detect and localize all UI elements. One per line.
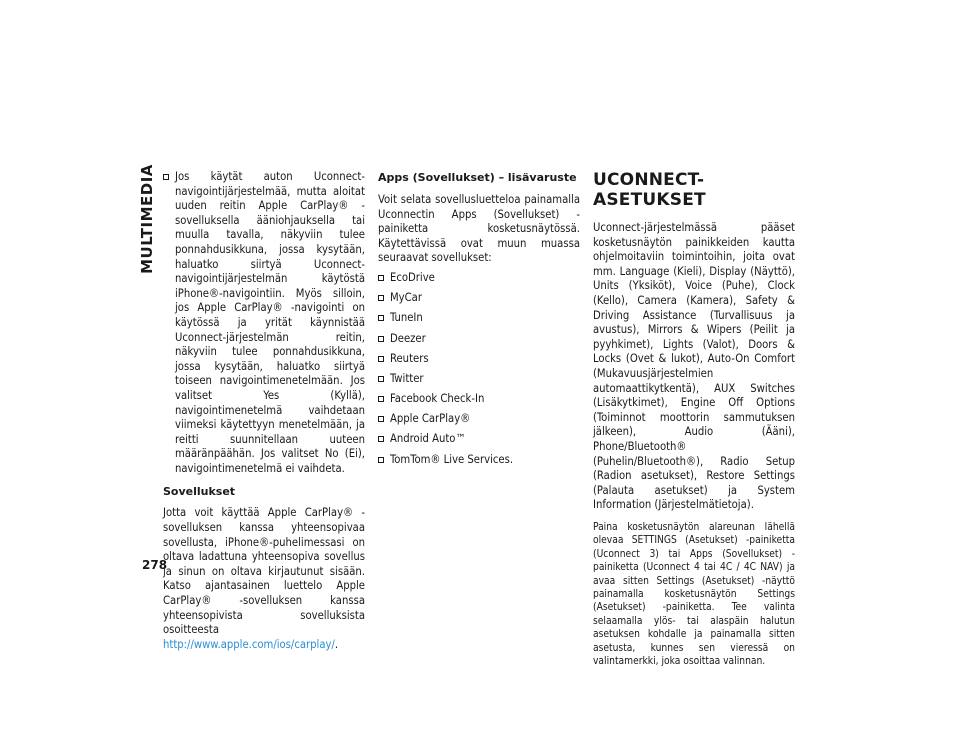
- square-bullet-icon: [378, 336, 384, 342]
- square-bullet-icon: [378, 396, 384, 402]
- list-item: [378, 432, 580, 447]
- list-item-label: Facebook Check-In: [390, 392, 485, 406]
- list-item: [378, 291, 580, 306]
- bullet-paragraph: [163, 170, 365, 476]
- list-item: [378, 372, 580, 387]
- list-item-label: EcoDrive: [390, 270, 435, 284]
- heading-uconnect-settings: UCONNECT-ASETUKSET: [593, 170, 706, 210]
- bullet-text: Jos käytät auton Uconnect-navigointijärjestelmää, mutta aloitat uuden reitin Apple CarPlay® -sovelluksella ääniohjauksella tai muulla tavalla, näkyviin tulee ponnahdusikkuna, jossa kysytään, haluatko siirtyä Uconnect-navigointijärjestelmän käytöstä iPhone®-navigointiin. Myös silloin, jos Apple CarPlay® -navigointi on käytössä ja yrität käynnistää Uconnect-järjestelmän reitin, näkyviin tulee ponnahdusikkuna, jossa kysytään, haluatko siirtyä toiseen navigointimenetelmään. Jos valitset Yes (Kyllä), navigointimenetelmä vaihdetaan viimeksi käytettyyn menetelmään, ja reitti suunnitellaan uuteen määränpäähän. Jos valitset No (Ei), navigointimenetelmä ei vaihdeta.: [175, 170, 365, 475]
- square-bullet-icon: [378, 436, 384, 442]
- list-item: [378, 311, 580, 326]
- square-bullet-icon: [378, 457, 384, 463]
- apps-list: [378, 271, 580, 467]
- column-right: [593, 170, 795, 668]
- list-item: [378, 271, 580, 286]
- heading-apps: Apps (Sovellukset) – lisävaruste: [378, 171, 577, 184]
- apps-paragraph-text: Jotta voit käyttää Apple CarPlay® -sovelluksen kanssa yhteensopivaa sovellusta, iPhone®-puhelimessasi on oltava ladattuna yhteensopiva sovellus ja sinun on oltava kirjautunut sisään. Katso ajantasainen luettelo Apple CarPlay® -sovelluksen kanssa yhteensopivista sovelluksista osoitteesta: [163, 506, 365, 637]
- settings-paragraph: Uconnect-järjestelmässä pääset kosketusnäytön painikkeiden kautta ohjelmoitaviin toimintoihin, joita ovat mm. Language (Kieli), Display (Näyttö), Units (Yksiköt), Voice (Puhe), Clock (Kello), Camera (Kamera), Safety & Driving Assistance (Turvallisuus ja avustus), Mirrors & Wipers (Peilit ja pyyhkimet), Lights (Valot), Doors & Locks (Ovet & lukot), Auto-On Comfort (Mukavuusjärjestelmien automaattikytkentä), AUX Switches (Lisäkytkimet), Engine Off Options (Toiminnot moottorin sammutuksen jälkeen), Audio (Ääni), Phone/Bluetooth® (Puhelin/Bluetooth®), Radio Setup (Radion asetukset), Restore Settings (Palauta asetukset) ja System Information (Järjestelmätietoja).: [593, 221, 795, 512]
- list-item-label: Twitter: [390, 371, 424, 385]
- list-item: [378, 392, 580, 407]
- apps-paragraph: [163, 506, 365, 652]
- list-item-label: MyCar: [390, 291, 422, 305]
- heading-sovellukset: Sovellukset: [163, 485, 236, 499]
- column-left: [163, 170, 365, 652]
- square-bullet-icon: [378, 275, 384, 281]
- list-item-label: Android Auto™: [390, 432, 466, 446]
- list-item-label: Apple CarPlay®: [390, 412, 471, 426]
- list-item: [378, 352, 580, 367]
- square-bullet-icon: [163, 174, 169, 180]
- list-item-label: Reuters: [390, 351, 429, 365]
- section-tab-label: MULTIMEDIA: [138, 164, 156, 274]
- carplay-link[interactable]: http://www.apple.com/ios/carplay/: [163, 637, 335, 651]
- square-bullet-icon: [378, 295, 384, 301]
- list-item-label: TuneIn: [390, 311, 423, 325]
- page-number: 278: [142, 558, 168, 572]
- list-item-label: TomTom® Live Services.: [390, 452, 514, 466]
- column-middle: [378, 171, 580, 473]
- square-bullet-icon: [378, 315, 384, 321]
- settings-instructions-paragraph: Paina kosketusnäytön alareunan lähellä olevaa SETTINGS (Asetukset) -painiketta (Uconnect 3) tai Apps (Sovellukset) -painiketta (Uconnect 4 tai 4C / 4C NAV) ja avaa sitten Settings (Asetukset) -näyttö painamalla kosketusnäytön Settings (Asetukset) -painiketta. Tee valinta selaamalla ylös- tai alaspäin halutun asetuksen kohdalle ja painamalla sitten asetusta, kunnes sen vieressä on valintamerkki, joka osoittaa valinnan.: [593, 521, 795, 667]
- apps-intro-paragraph: Voit selata sovellusluetteloa painamalla Uconnectin Apps (Sovellukset) -painiketta kosketusnäytössä. Käytettävissä ovat muun muassa seuraavat sovellukset:: [378, 193, 580, 265]
- link-suffix: .: [334, 637, 339, 651]
- square-bullet-icon: [378, 376, 384, 382]
- section-side-tab: [138, 164, 156, 274]
- list-item: [378, 332, 580, 347]
- square-bullet-icon: [378, 356, 384, 362]
- list-item: [378, 453, 580, 468]
- list-item-label: Deezer: [390, 331, 426, 345]
- list-item: [378, 412, 580, 427]
- square-bullet-icon: [378, 416, 384, 422]
